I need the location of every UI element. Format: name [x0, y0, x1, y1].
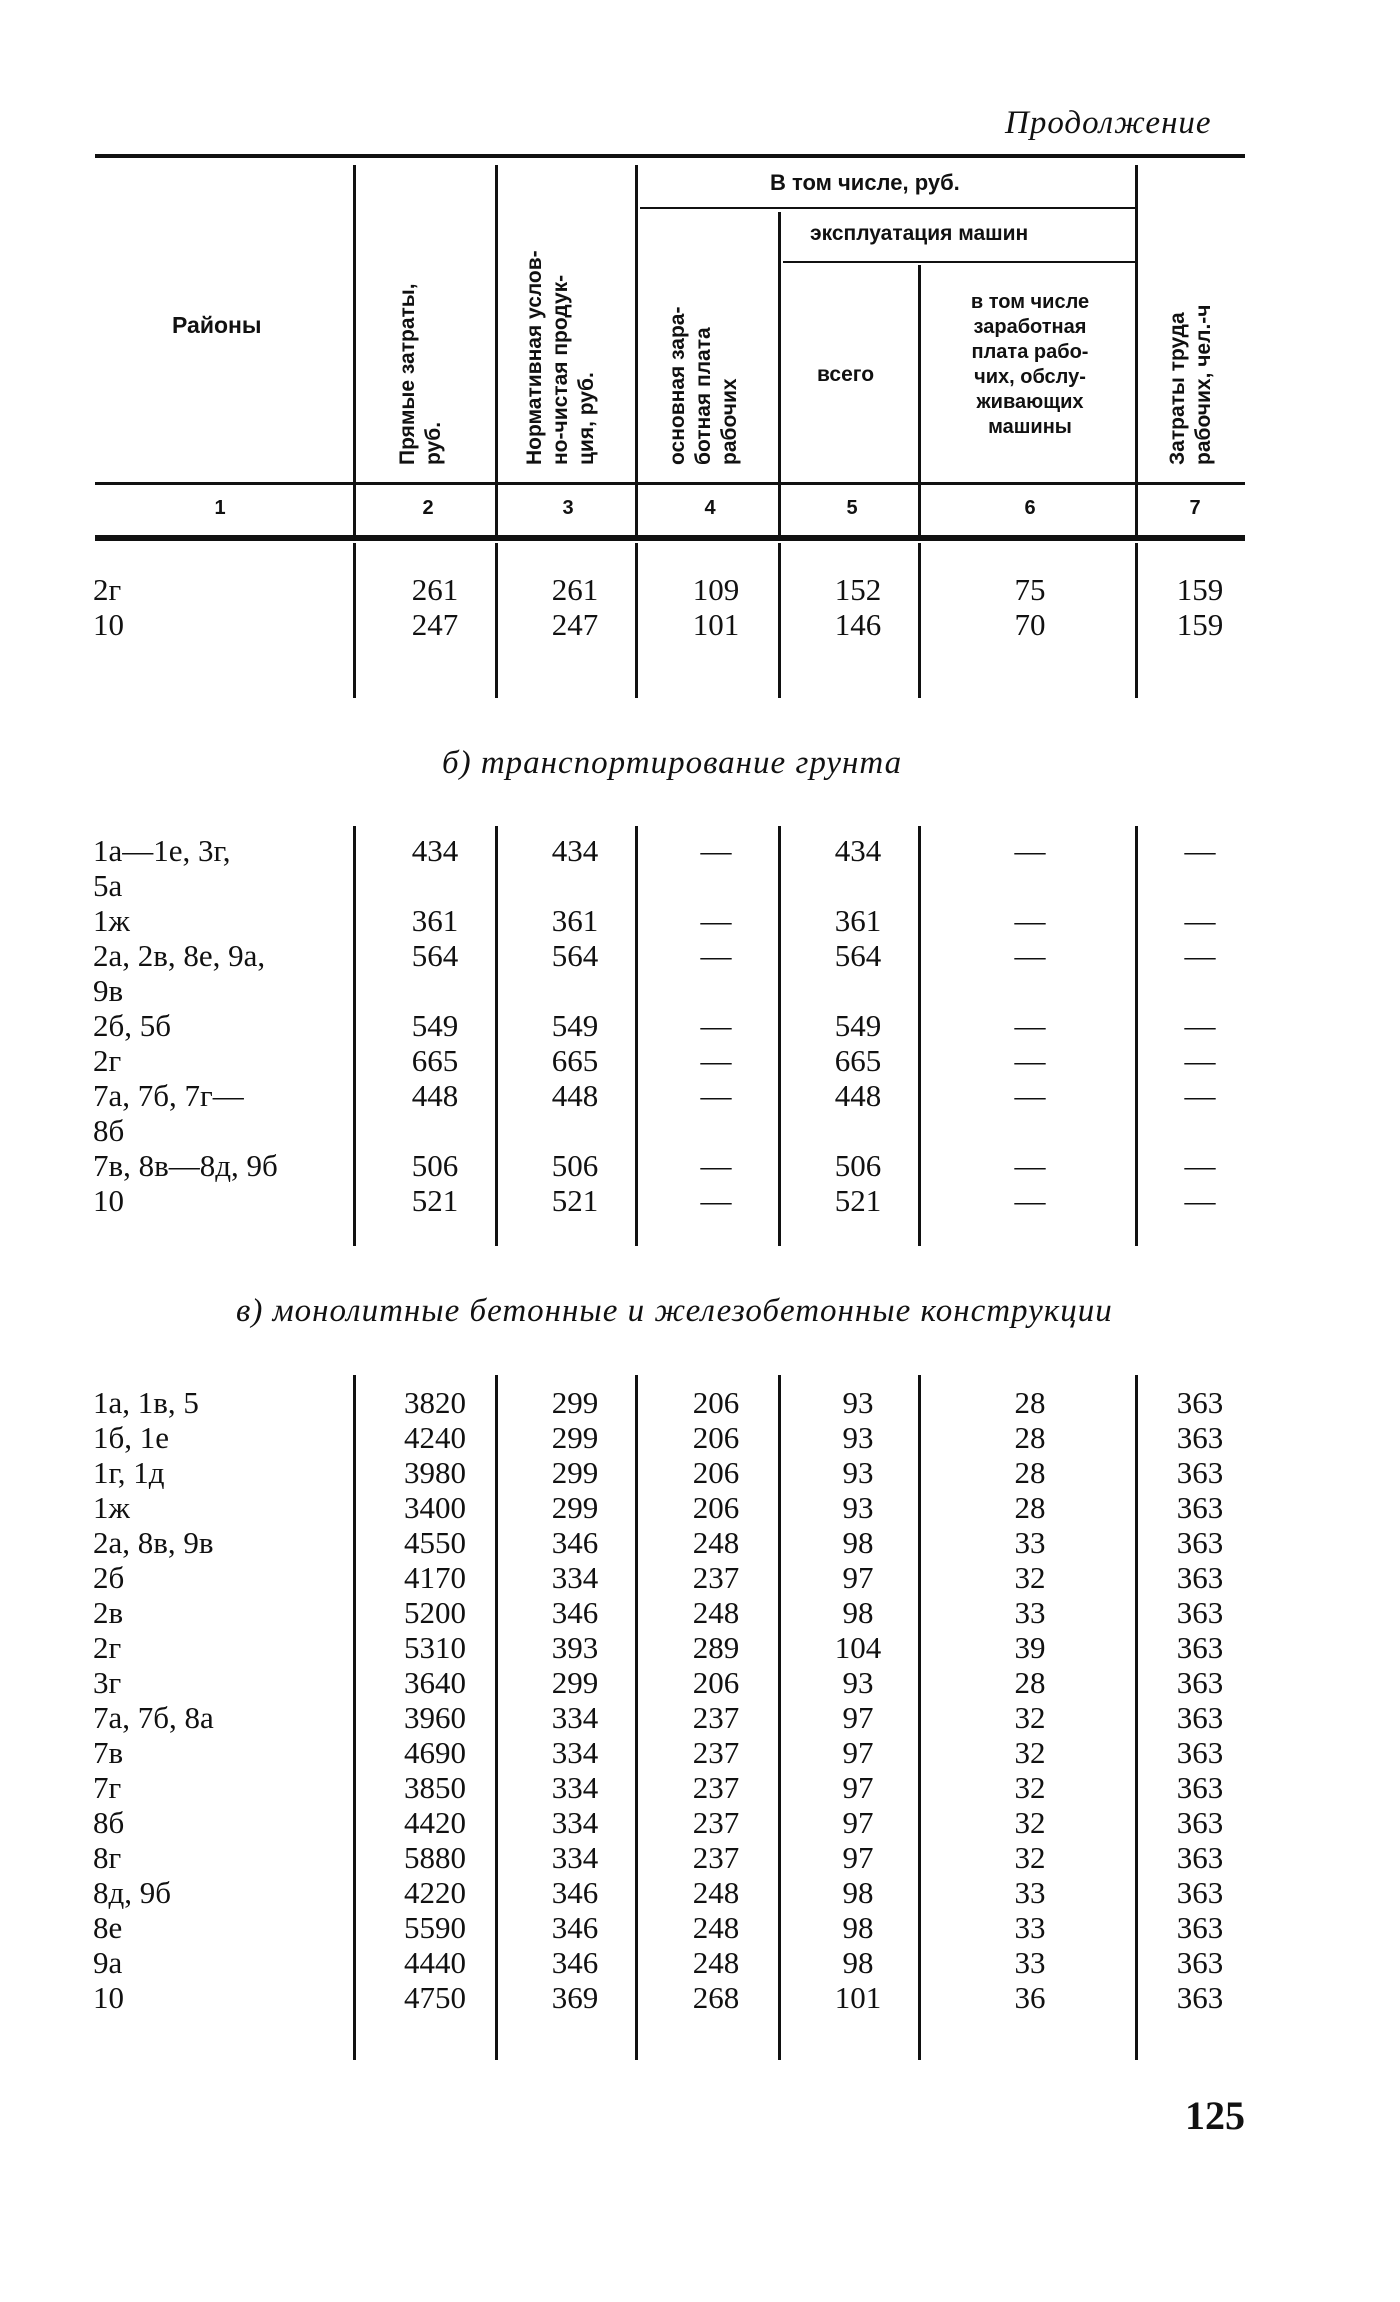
row-label: 2г: [93, 1630, 122, 1665]
table-cell: 28: [1014, 1420, 1046, 1455]
row-label: 8д, 9б: [93, 1875, 172, 1910]
table-cell: 97: [842, 1840, 874, 1875]
table-cell: 248: [692, 1875, 740, 1910]
column-divider: [1135, 543, 1138, 698]
table-cell: 346: [551, 1910, 599, 1945]
column-divider: [1135, 826, 1138, 1246]
column-number: 2: [422, 497, 434, 519]
section-c-title: в) монолитные бетонные и железобетонные конструкции: [236, 1293, 1113, 1329]
row-label: 7г: [93, 1770, 122, 1805]
table-cell: 363: [1176, 1840, 1224, 1875]
table-cell: 247: [411, 607, 459, 642]
row-label: 8б: [93, 1805, 125, 1840]
row-label: 2б: [93, 1560, 125, 1595]
table-cell: 346: [551, 1525, 599, 1560]
table-cell: 97: [842, 1805, 874, 1840]
table-cell: 289: [692, 1630, 740, 1665]
table-cell: —: [1014, 938, 1046, 973]
table-cell: 448: [411, 1078, 459, 1113]
header-divider: [353, 165, 356, 535]
table-cell: 434: [551, 833, 599, 868]
table-cell: 101: [692, 607, 740, 642]
row-label: 7а, 7б, 8а: [93, 1700, 214, 1735]
body-top-rule: [95, 537, 1245, 541]
table-cell: 75: [1014, 572, 1046, 607]
table-cell: 248: [692, 1910, 740, 1945]
row-label: 8е: [93, 1910, 123, 1945]
top-rule: [95, 154, 1245, 158]
row-label: 10: [93, 1183, 124, 1218]
table-cell: 237: [692, 1735, 740, 1770]
machines-rule: [783, 261, 1135, 263]
table-cell: 334: [551, 1735, 599, 1770]
row-label: 2г: [93, 572, 122, 607]
table-cell: 665: [551, 1043, 599, 1078]
table-cell: 159: [1176, 607, 1224, 642]
table-cell: —: [700, 833, 732, 868]
table-cell: 363: [1176, 1490, 1224, 1525]
table-cell: —: [1184, 1043, 1216, 1078]
table-cell: 98: [842, 1945, 874, 1980]
table-cell: 4750: [404, 1980, 466, 2015]
table-cell: 334: [551, 1770, 599, 1805]
column-divider: [353, 826, 356, 1246]
table-cell: 28: [1014, 1385, 1046, 1420]
table-cell: 268: [692, 1980, 740, 2015]
table-cell: 393: [551, 1630, 599, 1665]
column-divider: [918, 1375, 921, 2060]
column-number: 3: [562, 497, 574, 519]
table-cell: 363: [1176, 1525, 1224, 1560]
table-cell: 98: [842, 1525, 874, 1560]
column-divider: [495, 826, 498, 1246]
header-divider: [495, 165, 498, 535]
table-cell: 363: [1176, 1630, 1224, 1665]
row-label: 8г: [93, 1840, 122, 1875]
row-label: 2в: [93, 1595, 124, 1630]
table-cell: —: [1014, 1008, 1046, 1043]
column-divider: [495, 1375, 498, 2060]
table-cell: 248: [692, 1595, 740, 1630]
table-cell: 98: [842, 1910, 874, 1945]
table-cell: 206: [692, 1385, 740, 1420]
table-cell: 97: [842, 1560, 874, 1595]
table-cell: 97: [842, 1770, 874, 1805]
table-cell: 32: [1014, 1770, 1046, 1805]
table-cell: 506: [834, 1148, 882, 1183]
table-cell: 93: [842, 1385, 874, 1420]
table-cell: 101: [834, 1980, 882, 2015]
table-cell: 4690: [404, 1735, 466, 1770]
table-cell: 369: [551, 1980, 599, 2015]
table-cell: —: [1014, 1183, 1046, 1218]
table-cell: 32: [1014, 1735, 1046, 1770]
table-cell: 346: [551, 1595, 599, 1630]
row-label: 1г, 1д: [93, 1455, 165, 1490]
table-cell: 32: [1014, 1805, 1046, 1840]
table-cell: 32: [1014, 1700, 1046, 1735]
header-total: всего: [817, 363, 875, 386]
row-label: 2б, 5б: [93, 1008, 172, 1043]
table-cell: 146: [834, 607, 882, 642]
table-cell: 363: [1176, 1595, 1224, 1630]
column-divider: [353, 1375, 356, 2060]
table-cell: 206: [692, 1665, 740, 1700]
table-cell: 506: [411, 1148, 459, 1183]
table-cell: 237: [692, 1840, 740, 1875]
table-cell: 665: [834, 1043, 882, 1078]
table-cell: —: [700, 938, 732, 973]
table-cell: —: [1014, 833, 1046, 868]
table-cell: —: [1184, 1183, 1216, 1218]
table-cell: 36: [1014, 1980, 1046, 2015]
table-cell: 33: [1014, 1525, 1046, 1560]
table-cell: 98: [842, 1875, 874, 1910]
table-cell: 159: [1176, 572, 1224, 607]
table-cell: 299: [551, 1490, 599, 1525]
column-divider: [1135, 1375, 1138, 2060]
column-divider: [778, 1375, 781, 2060]
header-base-wage: основная зара- ботная плата рабочих: [666, 306, 741, 465]
row-label: 7а, 7б, 7г—: [93, 1078, 244, 1113]
table-cell: 363: [1176, 1805, 1224, 1840]
row-label: 9в: [93, 973, 124, 1008]
table-cell: 248: [692, 1945, 740, 1980]
table-cell: 361: [551, 903, 599, 938]
table-cell: 549: [551, 1008, 599, 1043]
table-cell: 4420: [404, 1805, 466, 1840]
table-cell: 5310: [404, 1630, 466, 1665]
table-cell: 93: [842, 1455, 874, 1490]
table-cell: 448: [834, 1078, 882, 1113]
table-cell: 237: [692, 1700, 740, 1735]
table-cell: 299: [551, 1420, 599, 1455]
row-label: 8б: [93, 1113, 125, 1148]
table-cell: 33: [1014, 1945, 1046, 1980]
header-divider: [778, 212, 781, 535]
header-regions: Районы: [172, 312, 262, 338]
table-cell: 32: [1014, 1560, 1046, 1595]
table-cell: —: [1014, 1148, 1046, 1183]
table-cell: 28: [1014, 1490, 1046, 1525]
column-number: 6: [1024, 497, 1036, 519]
column-divider: [635, 1375, 638, 2060]
table-cell: 665: [411, 1043, 459, 1078]
table-cell: —: [700, 1008, 732, 1043]
table-cell: 334: [551, 1805, 599, 1840]
table-cell: 206: [692, 1490, 740, 1525]
header-machine-operation: эксплуатация машин: [810, 222, 1029, 245]
table-cell: —: [1184, 833, 1216, 868]
table-cell: 5880: [404, 1840, 466, 1875]
table-cell: 363: [1176, 1980, 1224, 2015]
table-cell: 363: [1176, 1700, 1224, 1735]
column-divider: [495, 543, 498, 698]
table-cell: —: [1014, 903, 1046, 938]
column-divider: [778, 826, 781, 1246]
table-cell: 549: [834, 1008, 882, 1043]
header-machine-wages: в том числе заработная плата рабо- чих, обслу- живающих машины: [970, 291, 1090, 438]
table-cell: 363: [1176, 1770, 1224, 1805]
table-cell: 334: [551, 1700, 599, 1735]
table-cell: 363: [1176, 1385, 1224, 1420]
column-divider: [353, 543, 356, 698]
table-cell: 3400: [404, 1490, 466, 1525]
table-cell: 3980: [404, 1455, 466, 1490]
row-label: 7в: [93, 1735, 124, 1770]
table-cell: —: [700, 1078, 732, 1113]
table-cell: 206: [692, 1455, 740, 1490]
table-cell: 434: [411, 833, 459, 868]
table-cell: 104: [834, 1630, 882, 1665]
row-label: 2а, 2в, 8е, 9а,: [93, 938, 266, 973]
row-label: 2г: [93, 1043, 122, 1078]
row-label: 1ж: [93, 903, 130, 938]
table-cell: 4240: [404, 1420, 466, 1455]
column-divider: [635, 826, 638, 1246]
table-cell: 97: [842, 1735, 874, 1770]
table-cell: —: [1184, 1008, 1216, 1043]
table-cell: —: [1184, 1078, 1216, 1113]
table-cell: 363: [1176, 1455, 1224, 1490]
table-cell: —: [1014, 1043, 1046, 1078]
header-net-product: Нормативная услов- но-чистая продук- ция, руб.: [523, 250, 598, 465]
row-label: 1а, 1в, 5: [93, 1385, 199, 1420]
table-cell: 32: [1014, 1840, 1046, 1875]
column-divider: [918, 543, 921, 698]
table-cell: 521: [834, 1183, 882, 1218]
header-divider: [635, 165, 638, 535]
table-cell: 98: [842, 1595, 874, 1630]
table-cell: 33: [1014, 1595, 1046, 1630]
table-cell: 3960: [404, 1700, 466, 1735]
header-divider: [918, 265, 921, 535]
table-cell: 4220: [404, 1875, 466, 1910]
table-cell: —: [1184, 1148, 1216, 1183]
table-cell: 248: [692, 1525, 740, 1560]
column-number: 5: [846, 497, 858, 519]
table-cell: —: [1014, 1078, 1046, 1113]
header-labor-costs: Затраты труда рабочих, чел.-ч: [1166, 304, 1215, 465]
table-cell: 361: [834, 903, 882, 938]
section-b-title: б) транспортирование грунта: [442, 745, 903, 781]
table-cell: 109: [692, 572, 740, 607]
column-divider: [918, 826, 921, 1246]
table-cell: 434: [834, 833, 882, 868]
row-label: 1ж: [93, 1490, 130, 1525]
table-cell: 93: [842, 1490, 874, 1525]
table-cell: 237: [692, 1770, 740, 1805]
header-divider: [1135, 165, 1138, 535]
page-number: 125: [1185, 2093, 1245, 2138]
table-cell: —: [700, 903, 732, 938]
table-cell: 33: [1014, 1875, 1046, 1910]
table-cell: 93: [842, 1665, 874, 1700]
table-cell: 363: [1176, 1875, 1224, 1910]
table-cell: 28: [1014, 1665, 1046, 1700]
row-label: 3г: [93, 1665, 122, 1700]
row-label: 7в, 8в—8д, 9б: [93, 1148, 278, 1183]
table-cell: 299: [551, 1455, 599, 1490]
table-cell: 261: [411, 572, 459, 607]
row-label: 10: [93, 607, 124, 642]
table-cell: 97: [842, 1700, 874, 1735]
header-direct-costs: Прямые затраты, руб.: [396, 283, 445, 465]
table-cell: 237: [692, 1560, 740, 1595]
row-label: 9а: [93, 1945, 123, 1980]
table-cell: 521: [551, 1183, 599, 1218]
table-cell: 363: [1176, 1735, 1224, 1770]
row-label: 1а—1е, 3г,: [93, 833, 231, 868]
table-cell: 93: [842, 1420, 874, 1455]
table-cell: 363: [1176, 1560, 1224, 1595]
table-cell: 4170: [404, 1560, 466, 1595]
table-cell: 346: [551, 1945, 599, 1980]
row-label: 10: [93, 1980, 124, 2015]
table-cell: 206: [692, 1420, 740, 1455]
table-cell: 247: [551, 607, 599, 642]
table-cell: 334: [551, 1840, 599, 1875]
table-cell: —: [700, 1043, 732, 1078]
table-cell: 5590: [404, 1910, 466, 1945]
continued-label: Продолжение: [1005, 105, 1212, 141]
row-label: 5а: [93, 868, 123, 903]
table-cell: 564: [551, 938, 599, 973]
table-cell: 564: [411, 938, 459, 973]
table-cell: 5200: [404, 1595, 466, 1630]
table-cell: 3850: [404, 1770, 466, 1805]
column-divider: [635, 543, 638, 698]
table-cell: 299: [551, 1665, 599, 1700]
table-cell: 33: [1014, 1910, 1046, 1945]
table-cell: 346: [551, 1875, 599, 1910]
table-cell: 549: [411, 1008, 459, 1043]
table-cell: 261: [551, 572, 599, 607]
table-cell: —: [700, 1183, 732, 1218]
table-cell: 506: [551, 1148, 599, 1183]
column-number: 4: [704, 497, 716, 519]
table-cell: 70: [1014, 607, 1046, 642]
table-cell: 4550: [404, 1525, 466, 1560]
table-cell: 237: [692, 1805, 740, 1840]
column-divider: [778, 543, 781, 698]
table-cell: 564: [834, 938, 882, 973]
column-number: 7: [1189, 497, 1201, 519]
table-cell: —: [1184, 938, 1216, 973]
table-cell: 334: [551, 1560, 599, 1595]
table-cell: 521: [411, 1183, 459, 1218]
table-cell: 363: [1176, 1945, 1224, 1980]
table-cell: 3640: [404, 1665, 466, 1700]
table-cell: 363: [1176, 1665, 1224, 1700]
table-cell: 448: [551, 1078, 599, 1113]
table-cell: 361: [411, 903, 459, 938]
table-cell: 39: [1014, 1630, 1046, 1665]
table-cell: 3820: [404, 1385, 466, 1420]
table-cell: 363: [1176, 1420, 1224, 1455]
table-cell: 4440: [404, 1945, 466, 1980]
header-including: В том числе, руб.: [770, 170, 960, 195]
table-cell: 299: [551, 1385, 599, 1420]
row-label: 2а, 8в, 9в: [93, 1525, 214, 1560]
table-cell: —: [1184, 903, 1216, 938]
group-rule: [640, 207, 1135, 209]
table-cell: —: [700, 1148, 732, 1183]
table-cell: 363: [1176, 1910, 1224, 1945]
table-cell: 152: [834, 572, 882, 607]
column-number: 1: [214, 497, 226, 519]
row-label: 1б, 1е: [93, 1420, 170, 1455]
header-bottom-rule: [95, 482, 1245, 485]
table-cell: 28: [1014, 1455, 1046, 1490]
